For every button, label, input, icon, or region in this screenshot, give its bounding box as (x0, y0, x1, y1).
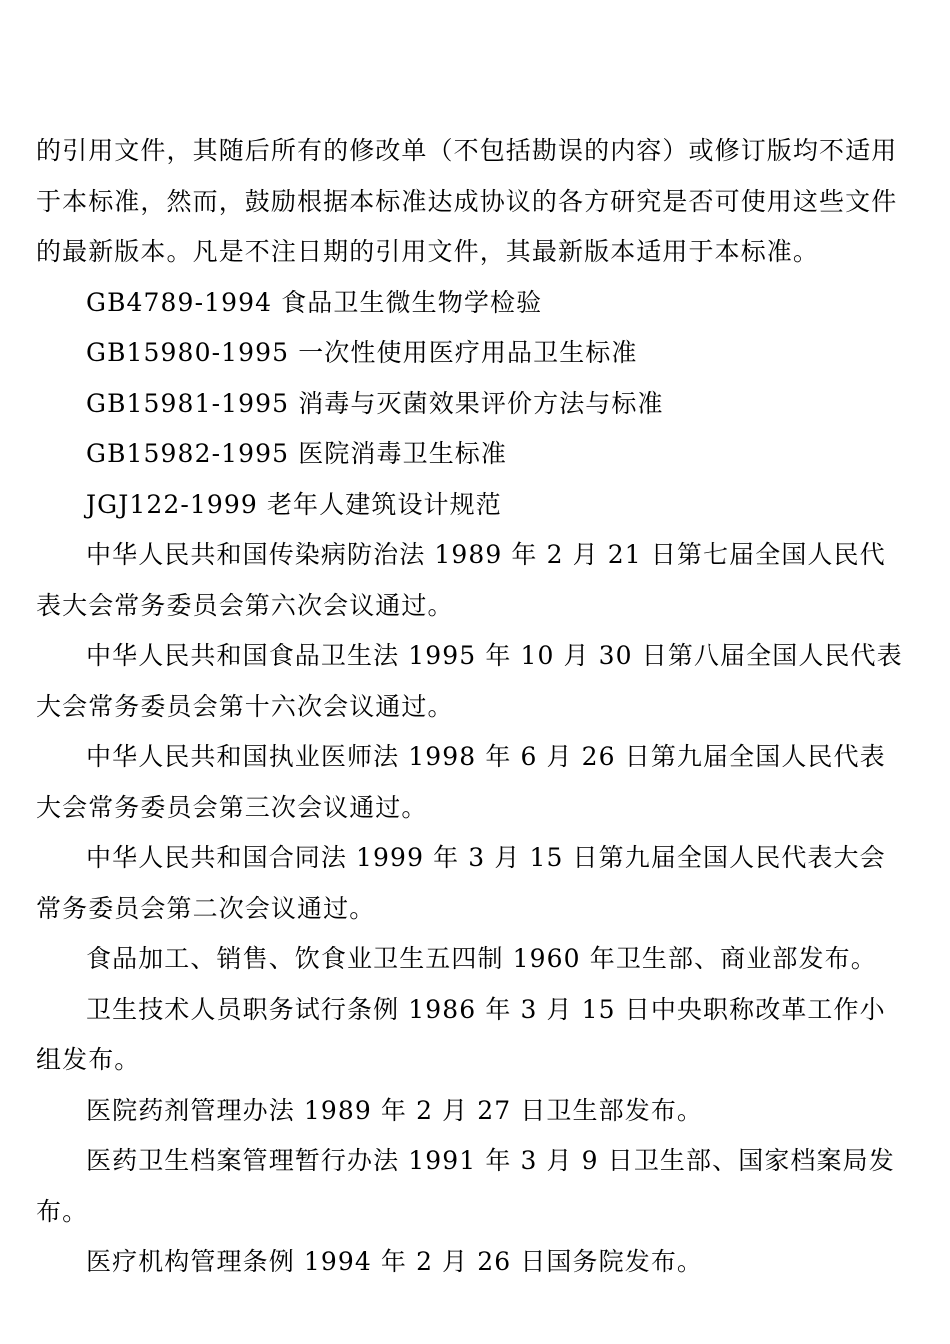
reference-jgj122: JGJ122-1999 老年人建筑设计规范 (86, 489, 502, 519)
reference-contract-law: 中华人民共和国合同法 1999 年 3 月 15 日第九届全国人民代表大会常务委员会第二次会议通过。 (36, 843, 886, 923)
reference-food-hygiene-law: 中华人民共和国食品卫生法 1995 年 10 月 30 日第八届全国人民代表大会常务委员会第十六次会议通过。 (36, 641, 903, 721)
reference-medical-institution-regulations: 医疗机构管理条例 1994 年 2 月 26 日国务院发布。 (86, 1247, 704, 1276)
reference-hospital-pharmacy-measures: 医院药剂管理办法 1989 年 2 月 27 日卫生部发布。 (86, 1095, 704, 1125)
reference-gb15982: GB15982-1995 医院消毒卫生标准 (86, 439, 507, 468)
reference-health-technician-regulations: 卫生技术人员职务试行条例 1986 年 3 月 15 日中央职称改革工作小组发布。 (36, 994, 886, 1074)
paragraph-continuation: 的引用文件，其随后所有的修改单（不包括勘误的内容）或修订版均不适用于本标准，然而，鼓励根据本标准达成协议的各方研究是否可使用这些文件的最新版本。凡是不注日期的引用文件，其最新版本适用于本标准。 (36, 136, 898, 266)
document-body (36, 126, 906, 1288)
reference-medical-archives-measures: 医药卫生档案管理暂行办法 1991 年 3 月 9 日卫生部、国家档案局发布。 (36, 1146, 895, 1226)
reference-gb15980: GB15980-1995 一次性使用医疗用品卫生标准 (86, 338, 638, 367)
reference-food-processing-rules: 食品加工、销售、饮食业卫生五四制 1960 年卫生部、商业部发布。 (86, 944, 877, 973)
reference-gb4789: GB4789-1994 食品卫生微生物学检验 (86, 287, 543, 317)
reference-infectious-disease-law: 中华人民共和国传染病防治法 1989 年 2 月 21 日第七届全国人民代表大会常务委员会第六次会议通过。 (36, 540, 886, 620)
reference-physician-law: 中华人民共和国执业医师法 1998 年 6 月 26 日第九届全国人民代表大会常务委员会第三次会议通过。 (36, 742, 886, 822)
reference-gb15981: GB15981-1995 消毒与灭菌效果评价方法与标准 (86, 388, 664, 418)
